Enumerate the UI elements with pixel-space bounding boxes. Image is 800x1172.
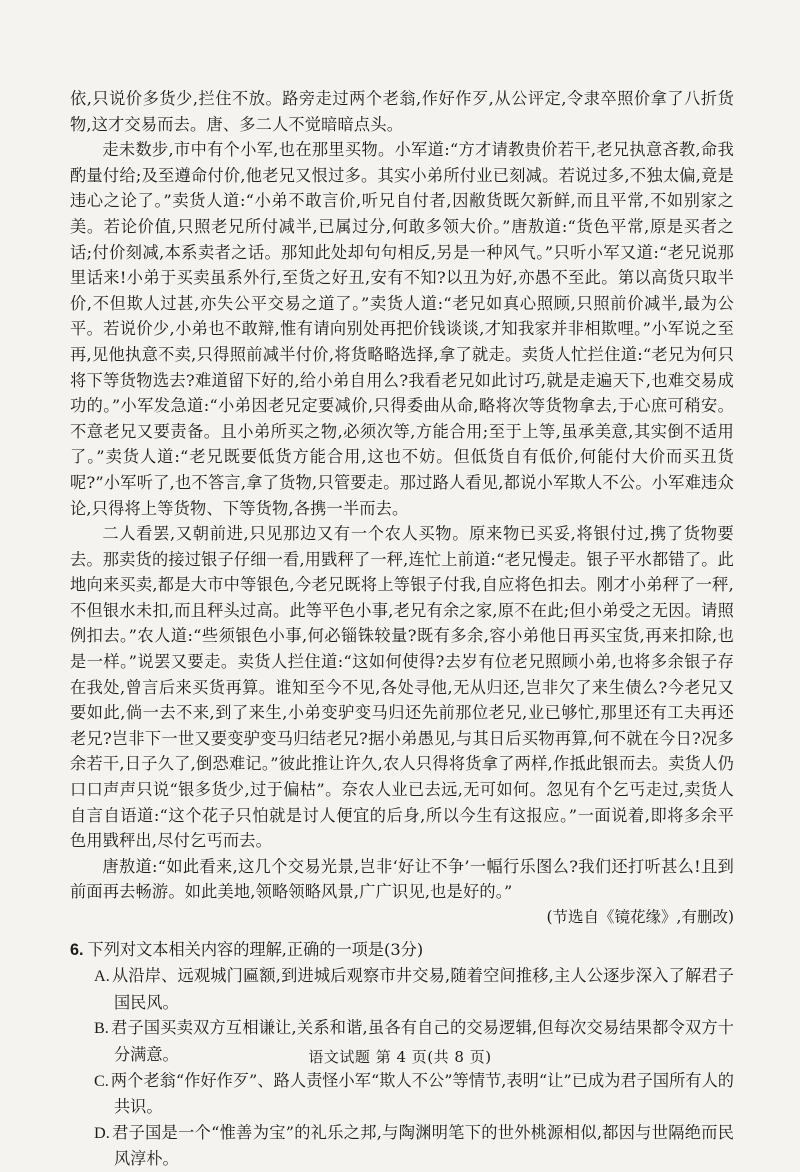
passage-paragraph: 唐敖道:“如此看来,这几个交易光景,岂非‘好让不争’一幅行乐图么?我们还打听甚么!且到前面再去畅游。如此美地,领略领略风景,广广识见,也是好的。” (70, 856, 734, 902)
option-letter: D. (94, 1123, 110, 1142)
passage-paragraph: 依,只说价多货少,拦住不放。路旁走过两个老翁,作好作歹,从公评定,令隶卒照价拿了八折货物,这才交易而去。唐、多二人不觉暗暗点头。 (70, 89, 734, 134)
option-letter: B. (94, 1019, 109, 1038)
option-letter: A. (94, 967, 110, 986)
option-text: 君子国是一个“惟善为宝”的礼乐之邦,与陶渊明笔下的世外桃源相似,都因与世隔绝而民风淳朴。 (111, 1122, 734, 1169)
option-c[interactable] (70, 1068, 734, 1120)
option-d[interactable] (70, 1120, 734, 1172)
passage-paragraph: 走未数步,市中有个小军,也在那里买物。小军道:“方才请教贵价若干,老兄执意吝教,命我酌量付给;及至遵命付价,他老兄又恨过多。其实小弟所付业已刻减。若说过多,不独太偏,竟是违心之论了。”卖货人道:“小弟不敢言价,听兄自付者,因敝货既欠新鲜,而且平常,不如别家之美。若论价值,只照老兄所付减半,已属过分,何敢多领大价。”唐敖道:“货色平常,原是买者之话;付价刻减,本系卖者之话。那知此处却句句相反,另是一种风气。”只听小军又道:“老兄说那里话来!小弟于买卖虽系外行,至货之好丑,安有不知?以丑为好,亦愚不至此。第以高货只取半价,不但欺人过甚,亦失公平交易之道了。”卖货人道:“老兄如真心照顾,只照前价减半,最为公平。若说价少,小弟也不敢辩,惟有请向别处再把价钱谈谈,才知我家并非相欺哩。”小军说之至再,见他执意不卖,只得照前减半付价,将货略略选择,拿了就走。卖货人忙拦住道:“老兄为何只将下等货物选去?难道留下好的,给小弟自用么?我看老兄如此讨巧,就是走遍天下,也难交易成功的。”小军发急道:“小弟因老兄定要减价,只得委曲从命,略将次等货物拿去,于心庶可稍安。不意老兄又要责备。且小弟所买之物,必须次等,方能合用;至于上等,虽承美意,其实倒不适用了。”卖货人道:“老兄既要低货方能合用,这也不妨。但低货自有低价,何能付大价而买丑货呢?”小军听了,也不答言,拿了货物,只管要走。那过路人看见,都说小军欺人不公。小军难违众论,只得将上等货物、下等货物,各携一半而去。 (70, 140, 734, 518)
question-text: 下列对文本相关内容的理解,正确的一项是(3分) (87, 939, 424, 959)
option-text: 君子国买卖双方互相谦让,关系和谐,虽各有自己的交易逻辑,但每次交易结果都令双方十分满意。 (110, 1018, 734, 1064)
passage-paragraph: 二人看罢,又朝前进,只见那边又有一个农人买物。原来物已买妥,将银付过,携了货物要去。那卖货的接过银子仔细一看,用戥秤了一秤,连忙上前道:“老兄慢走。银子平水都错了。此地向来买卖,都是大市中等银色,今老兄既将上等银子付我,自应将色扣去。刚才小弟秤了一秤,不但银水未扣,而且秤头过高。此等平色小事,老兄有余之家,原不在此;但小弟受之无因。请照例扣去。”农人道:“些须银色小事,何必锱铢较量?既有多余,容小弟他日再买宝货,再来扣除,也是一样。”说罢又要走。卖货人拦住道:“这如何使得?去岁有位老兄照顾小弟,也将多余银子存在我处,曾言后来买货再算。谁知至今不见,各处寻他,无从归还,岂非欠了来生债么?今老兄又要如此,倘一去不来,到了来生,小弟变驴变马归还先前那位老兄,业已够忙,那里还有工夫再还老兄?岂非下一世又要变驴变马归结老兄?据小弟愚见,与其日后买物再算,何不就在今日?况多余若干,日子久了,倒恐难记。”彼此推让许久,农人只得将货拿了两样,作抵此银而去。卖货人仍口口声声只说“银多货少,过于偏枯”。奈农人业已去远,无可如何。忽见有个乞丐走过,卖货人自言自语道:“这个花子只怕就是讨人便宜的后身,所以今生有这报应。”一面说着,即将多余平色用戥秤出,尽付乞丐而去。 (70, 524, 734, 851)
passage-source: (节选自《镜花缘》,有删改) (546, 908, 734, 926)
option-text: 两个老翁“作好作歹”、路人责怪小军“欺人不公”等情节,表明“让”已成为君子国所有人的共识。 (110, 1070, 734, 1117)
page-footer: 语文试题 第 4 页(共 8 页) (308, 1048, 492, 1066)
question-stem (70, 937, 734, 964)
question-number: 6. (70, 940, 84, 959)
option-text: 从沿岸、远观城门匾额,到进城后观察市井交易,随着空间推移,主人公逐步深入了解君子国民风。 (111, 966, 734, 1012)
option-a[interactable] (70, 963, 734, 1015)
option-letter: C. (94, 1071, 109, 1090)
